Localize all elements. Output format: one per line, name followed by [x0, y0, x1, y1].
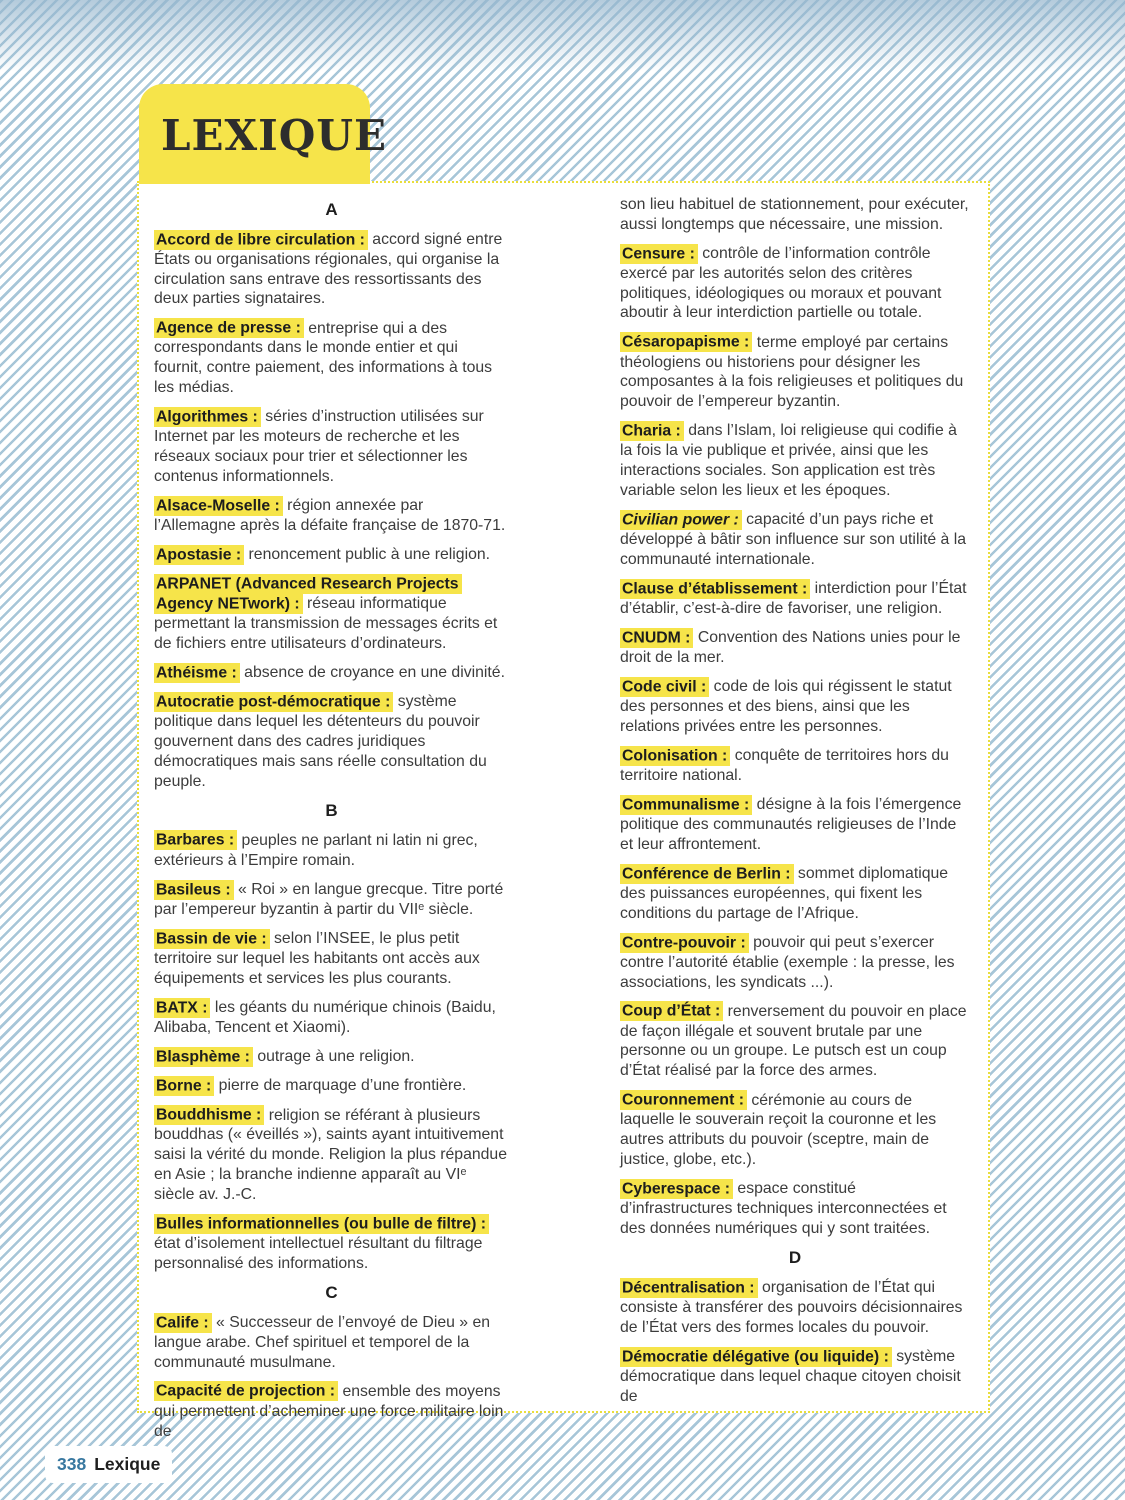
glossary-term-highlight: Décentralisation : — [620, 1278, 758, 1298]
glossary-entry: Coup d’État : renversement du pouvoir en place de façon illégale et souvent brutale par une personne ou un groupe. Le putsch est un coup d’État réalisé par la force des armes. — [620, 1002, 967, 1080]
glossary-term-highlight: Censure : — [620, 244, 698, 264]
glossary-entry: Borne : pierre de marquage d’une frontière. — [156, 1077, 467, 1095]
section-letter: A — [325, 200, 338, 219]
glossary-term-highlight: Borne : — [154, 1076, 214, 1096]
glossary-entry: Algorithmes : séries d’instruction utilisées sur Internet par les moteurs de recherche et les réseaux sociaux pour trier et sélectionner les contenus informationnels. — [154, 408, 484, 485]
glossary-panel — [137, 181, 990, 1440]
glossary-term-highlight: Athéisme : — [154, 663, 240, 683]
glossary-term-highlight: BATX : — [154, 998, 210, 1018]
glossary-term-highlight: Césaropapisme : — [620, 332, 752, 352]
glossary-term-highlight: Cyberespace : — [620, 1179, 733, 1199]
glossary-term-highlight: Agence de presse : — [154, 318, 304, 338]
glossary-term-highlight: Blasphème : — [154, 1047, 253, 1067]
glossary-term-highlight: Accord de libre circulation : — [154, 230, 368, 250]
glossary-entry: Démocratie délégative (ou liquide) : système démocratique dans lequel chaque citoyen choisit de — [620, 1348, 961, 1405]
glossary-entry: Basileus : « Roi » en langue grecque. Titre porté par l’empereur byzantin à partir du VIIᵉ siècle. — [154, 881, 504, 918]
glossary-term-highlight: Couronnement : — [620, 1090, 747, 1110]
glossary-term-highlight: Bouddhisme : — [154, 1105, 264, 1125]
glossary-entry: Alsace-Moselle : région annexée par l’Allemagne après la défaite française de 1870-71. — [154, 497, 506, 534]
glossary-column-right — [620, 195, 970, 1416]
glossary-entry: Blasphème : outrage à une religion. — [156, 1048, 415, 1066]
glossary-entry: Bassin de vie : selon l’INSEE, le plus petit territoire sur lequel les habitants ont accès aux équipements et services les plus courants. — [154, 930, 480, 987]
glossary-entry: Apostasie : renoncement public à une religion. — [156, 546, 491, 564]
glossary-term-highlight: Conférence de Berlin : — [620, 864, 794, 884]
glossary-term-highlight: Calife : — [154, 1313, 212, 1333]
section-letter: B — [325, 800, 338, 820]
glossary-term-highlight: Code civil : — [620, 677, 709, 697]
glossary-entry: Barbares : peuples ne parlant ni latin ni grec, extérieurs à l’Empire romain. — [154, 831, 478, 869]
glossary-entry: Couronnement : cérémonie au cours de laquelle le souverain reçoit la couronne et les autres attributs du pouvoir (sceptre, main de justice, globe, etc.). — [620, 1091, 937, 1168]
glossary-term-highlight: Barbares : — [154, 830, 237, 850]
glossary-entry: CNUDM : Convention des Nations unies pour le droit de la mer. — [620, 629, 961, 666]
glossary-term-highlight: Charia : — [620, 421, 684, 441]
page-number-box — [45, 1446, 172, 1483]
glossary-entry: Charia : dans l’Islam, loi religieuse qui codifie à la fois la vie publique et privée, ainsi que les interactions sociales. Son application est très variable selon les lieux et les époques. — [620, 422, 957, 499]
glossary-entry: Calife : « Successeur de l’envoyé de Dieu » en langue arabe. Chef spirituel et temporel de la communauté musulmane. — [154, 1314, 491, 1371]
glossary-term-highlight: Basileus : — [154, 880, 234, 900]
page-footer-label: Lexique — [94, 1454, 161, 1474]
glossary-term-highlight: Colonisation : — [620, 746, 730, 766]
glossary-entry: son lieu habituel de stationnement, pour exécuter, aussi longtemps que nécessaire, une mission. — [620, 196, 969, 233]
glossary-entry: Clause d’établissement : interdiction pour l’État d’établir, c’est-à-dire de favoriser, une religion. — [620, 580, 967, 617]
glossary-term-highlight: Civilian power : — [620, 510, 742, 530]
glossary-entry: Cyberespace : espace constitué d’infrastructures techniques interconnectées et des données numériques qui y sont traitées. — [620, 1180, 947, 1237]
page-title: LEXIQUE — [161, 111, 388, 160]
glossary-entry: Censure : contrôle de l’information contrôle exercé par les autorités selon des critères politiques, idéologiques ou moraux et pouvant aboutir à leur interdiction partielle ou totale. — [620, 245, 942, 322]
section-letter: C — [325, 1283, 338, 1303]
glossary-term-highlight: CNUDM : — [620, 628, 693, 648]
glossary-term-highlight: ARPANET (Advanced Research Projects Agency NETwork) : — [154, 574, 462, 614]
page-top-shading — [0, 0, 1125, 72]
glossary-term-highlight: Autocratie post-démocratique : — [154, 692, 393, 712]
glossary-term-highlight: Bassin de vie : — [154, 929, 270, 949]
glossary-entry: Contre-pouvoir : pouvoir qui peut s’exercer contre l’autorité établie (exemple : la presse, les associations, les syndicats ...). — [620, 934, 955, 991]
glossary-term-highlight: Démocratie délégative (ou liquide) : — [620, 1347, 892, 1367]
glossary-entry: Décentralisation : organisation de l’État qui consiste à transférer des pouvoirs décisionnaires de l’État vers des formes locales du pouvoir. — [620, 1279, 963, 1336]
glossary-term-highlight: Coup d’État : — [620, 1001, 723, 1021]
glossary-entry: Conférence de Berlin : sommet diplomatique des puissances européennes, qui fixent les conditions du partage de l’Afrique. — [620, 865, 949, 922]
glossary-term-highlight: Capacité de projection : — [154, 1381, 338, 1401]
glossary-entry: BATX : les géants du numérique chinois (Baidu, Alibaba, Tencent et Xiaomi). — [154, 999, 496, 1036]
glossary-entry: Accord de libre circulation : accord signé entre États ou organisations régionales, qui organise la circulation sans entrave des ressortissants des deux parties signataires. — [154, 231, 503, 308]
glossary-term-highlight: Contre-pouvoir : — [620, 933, 749, 953]
lexique-header-tab — [139, 84, 388, 184]
page-number: 338 — [57, 1454, 87, 1474]
glossary-term-highlight: Clause d’établissement : — [620, 579, 810, 599]
glossary-entry: Communalisme : désigne à la fois l’émergence politique des communautés religieuses de l’Inde et leur affrontement. — [620, 796, 962, 853]
glossary-term-highlight: Algorithmes : — [154, 407, 261, 427]
glossary-entry: Athéisme : absence de croyance en une divinité. — [156, 664, 505, 682]
glossary-entry: Agence de presse : entreprise qui a des correspondants dans le monde entier et qui fournit, contre paiement, des informations à tous les médias. — [154, 319, 493, 397]
glossary-entry: Capacité de projection : ensemble des moyens qui permettent d’acheminer une force militaire loin de — [154, 1382, 504, 1440]
glossary-term-highlight: Alsace-Moselle : — [154, 496, 283, 516]
glossary-entry: Civilian power : capacité d’un pays riche et développé à bâtir son influence sur son utilité à la communauté internationale. — [620, 511, 966, 568]
glossary-entry: ARPANET (Advanced Research Projects Agency NETwork) : réseau informatique permettant la transmission de messages écrits et de fichiers entre utilisateurs d’ordinateurs. — [154, 575, 498, 652]
glossary-term-highlight: Communalisme : — [620, 795, 752, 815]
glossary-entry: Code civil : code de lois qui régissent le statut des personnes et des biens, ainsi que les relations privées entre les personnes. — [620, 678, 952, 735]
section-letter: D — [788, 1248, 802, 1268]
glossary-term-highlight: Bulles informationnelles (ou bulle de filtre) : — [154, 1214, 489, 1234]
glossary-entry: Colonisation : conquête de territoires hors du territoire national. — [620, 747, 949, 784]
glossary-entry: Bulles informationnelles (ou bulle de filtre) : état d’isolement intellectuel résultant du filtrage personnalisé des informations. — [154, 1214, 509, 1273]
glossary-term-highlight: Apostasie : — [154, 545, 244, 565]
glossary-entry: Césaropapisme : terme employé par certains théologiens ou historiens pour désigner les composantes à la fois religieuses et politiques du pouvoir de l’empereur byzantin. — [620, 333, 964, 411]
glossary-entry: Bouddhisme : religion se référant à plusieurs bouddhas (« éveillés »), saints ayant intuitivement saisi la vérité du monde. Religion la plus répandue en Asie ; la branche indienne apparaît au VIᵉ siècle av. J.-C. — [154, 1106, 508, 1203]
glossary-entry: Autocratie post-démocratique : système politique dans lequel les détenteurs du pouvoir gouvernent dans des cadres juridiques démocratiques mais sans réelle consultation du peuple. — [154, 693, 487, 790]
glossary-column-left — [154, 195, 509, 1451]
